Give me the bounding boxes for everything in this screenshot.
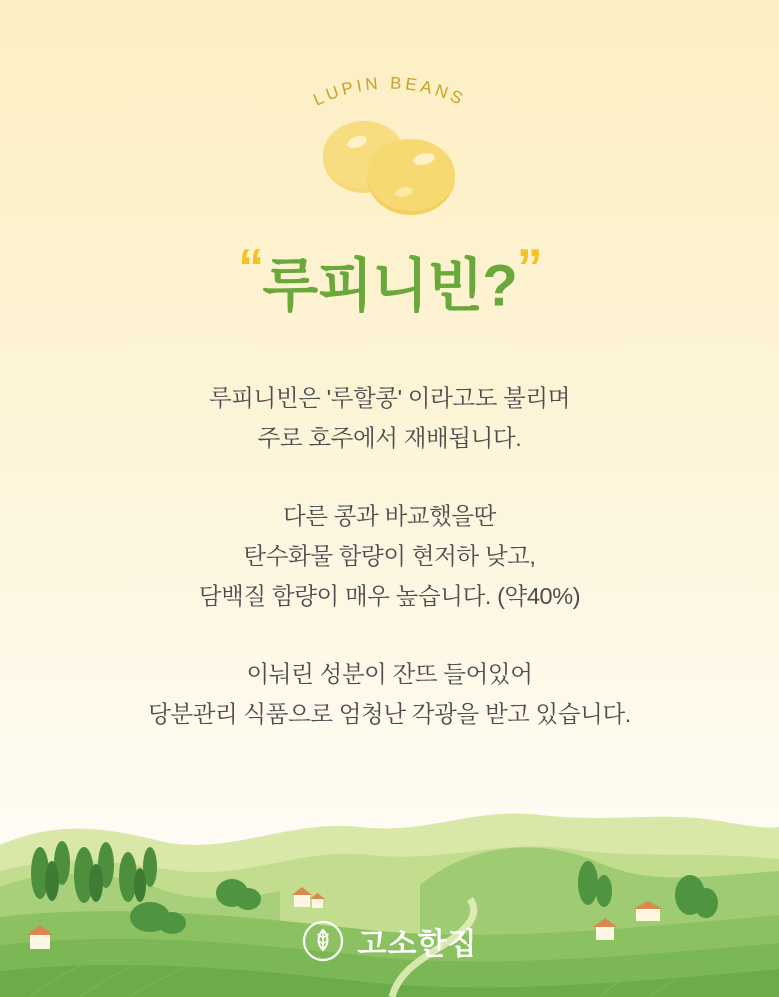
paragraph-3-line-1: 이눠린 성분이 잔뜨 들어있어 [246, 661, 533, 687]
paragraph-3-line-2: 당분관리 식품으로 엄청난 각광을 받고 있습니다. [148, 701, 631, 727]
lupin-beans-icon [0, 108, 779, 218]
body-copy [0, 378, 779, 734]
headline-open-quote: “ [238, 239, 263, 297]
paragraph-2 [0, 496, 779, 616]
headline-close-quote: ” [516, 239, 541, 297]
paragraph-1-line-2: 주로 호주에서 재배됩니다. [257, 425, 522, 451]
headline-text: 루피니빈? [262, 253, 517, 319]
paragraph-2-line-2: 탄수화물 함량이 현저하 낮고, [243, 543, 536, 569]
paragraph-1 [0, 378, 779, 458]
arc-label-text: LUPIN BEANS [310, 73, 469, 110]
brand-logo [0, 919, 779, 963]
leaf-circle-icon [302, 920, 344, 962]
brand-name: 고소한집 [357, 928, 478, 961]
page-title [0, 240, 779, 318]
paragraph-1-line-1: 루피니빈은 '루할콩' 이라고도 불리며 [208, 385, 571, 411]
paragraph-3 [0, 654, 779, 734]
paragraph-2-line-1: 다른 콩과 바교했을딴 [283, 503, 496, 529]
paragraph-2-line-3: 담백질 함량이 매우 높습니다. (약40%) [198, 583, 581, 609]
